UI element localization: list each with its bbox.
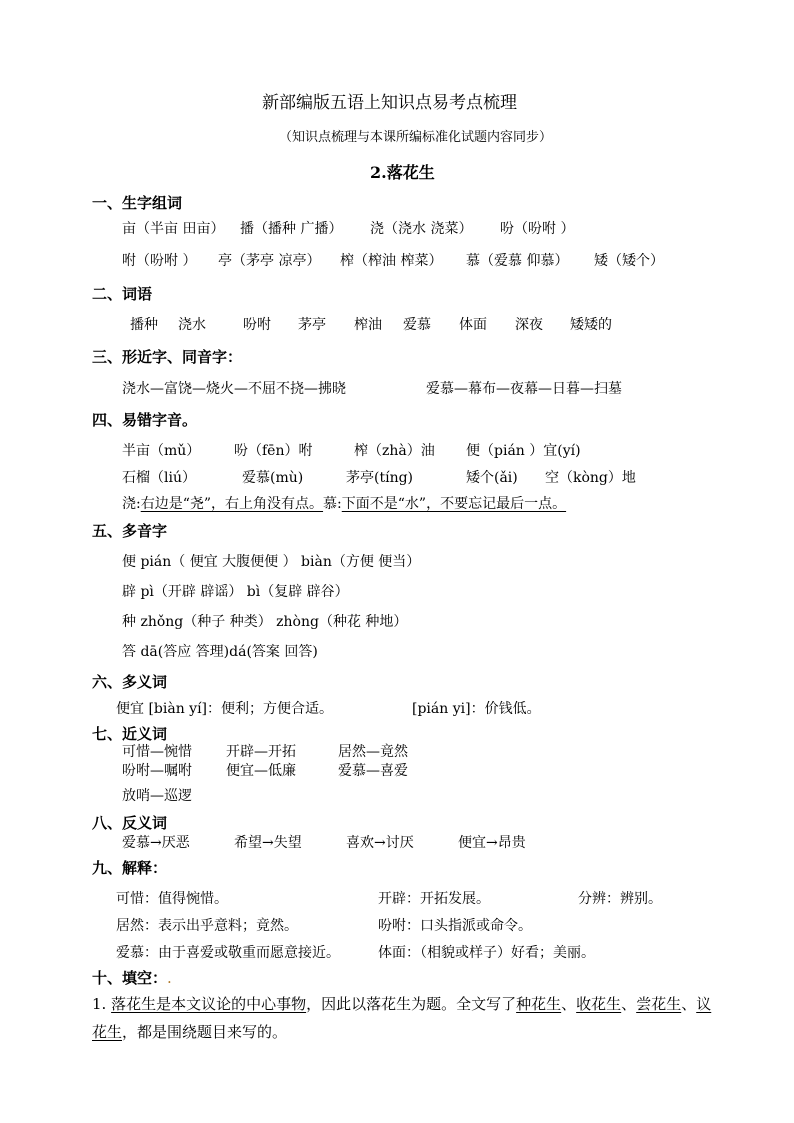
synonym-pair: 吩咐—嘱咐 — [122, 763, 192, 779]
synonym-row-3 — [0, 785, 794, 805]
trailing-mark: . — [167, 969, 172, 987]
item-text: ，都是围绕题目来写的。 — [122, 1023, 288, 1041]
fill-blank-item-1 — [92, 990, 712, 1046]
synonym-row-1 — [0, 741, 794, 761]
pronunciation-note — [122, 493, 566, 513]
antonym-row — [0, 832, 794, 852]
synonym-row-2 — [0, 760, 794, 780]
character-item: 亩（半亩 田亩） — [122, 221, 225, 237]
character-item: 矮（矮个） — [594, 253, 664, 269]
section-heading-text: 十、填空： — [92, 969, 168, 987]
character-row-1 — [0, 218, 794, 238]
section-heading-fill-blanks — [92, 967, 172, 988]
polysemy-row — [0, 698, 794, 718]
antonym-pair: 希望→失望 — [234, 835, 302, 851]
page-subtitle: （知识点梳理与本课所编标准化试题内容同步） — [279, 130, 553, 145]
pronunciation-row-2 — [0, 467, 794, 487]
vocabulary-word: 播种 — [130, 317, 158, 333]
lesson-title: 2.落花生 — [370, 163, 435, 182]
polyphonic-line: 辟 pì（开辟 辟谣） bì（复辟 辟谷） — [122, 584, 349, 600]
item-text: ，因此以落花生为题。全文写了 — [306, 995, 517, 1013]
synonym-pair: 可惜—惋惜 — [122, 744, 192, 760]
vocabulary-row — [0, 314, 794, 334]
polysemy-right: [pián yi]：价钱低。 — [412, 701, 541, 717]
character-item: 播（播种 广播） — [240, 221, 343, 237]
pronunciation-item: 爱慕(mù) — [242, 470, 304, 486]
section-heading-definitions: 九、解释： — [92, 859, 168, 877]
synonym-pair: 开辟—开拓 — [226, 744, 296, 760]
vocabulary-word: 榨油 — [354, 317, 382, 333]
definition-item: 可惜：值得惋惜。 — [116, 891, 228, 907]
page-title: 新部编版五语上知识点易考点梳理 — [262, 93, 517, 113]
antonym-pair: 便宜→昂贵 — [458, 835, 526, 851]
vocabulary-word: 浇水 — [178, 317, 206, 333]
antonym-pair: 喜欢→讨厌 — [346, 835, 414, 851]
character-item: 慕（爱慕 仰慕） — [466, 253, 569, 269]
polyphonic-line: 便 pián（ 便宜 大腹便便 ） biàn（方便 便当） — [122, 554, 421, 570]
similar-characters-row — [0, 378, 794, 398]
section-heading-polyphonic: 五、多音字 — [92, 522, 168, 540]
definition-item: 居然：表示出乎意料；竟然。 — [116, 918, 298, 934]
vocabulary-word: 吩咐 — [243, 317, 271, 333]
polysemy-left: 便宜 [biàn yí]：便利；方便合适。 — [116, 701, 334, 717]
definition-item: 爱慕：由于喜爱或敬重而愿意接近。 — [116, 945, 340, 961]
pronunciation-item: 便（pián ）宜(yí) — [466, 443, 581, 459]
synonym-pair: 居然—竟然 — [338, 744, 408, 760]
definition-row-1 — [0, 888, 794, 908]
vocabulary-word: 深夜 — [515, 317, 543, 333]
synonym-pair: 便宜—低廉 — [226, 763, 296, 779]
vocabulary-word: 茅亭 — [298, 317, 326, 333]
character-item: 亭（茅亭 凉亭） — [218, 253, 321, 269]
pronunciation-item: 矮个(ǎi) — [466, 470, 518, 486]
vocabulary-word: 矮矮的 — [570, 317, 612, 333]
section-heading-similar-characters: 三、形近字、同音字： — [92, 348, 243, 366]
vocabulary-word: 爱慕 — [403, 317, 431, 333]
pronunciation-item: 石榴（liú） — [122, 470, 196, 486]
polyphonic-line: 答 dā(答应 答理)dá(答案 回答) — [122, 644, 318, 660]
pronunciation-row-1 — [0, 440, 794, 460]
definition-item: 开辟：开拓发展。 — [378, 891, 490, 907]
section-heading-characters: 一、生字组词 — [92, 194, 183, 212]
similar-characters-left: 浇水—富饶—烧火—不屈不挠—拂晓 — [122, 381, 346, 397]
item-text: 、 — [621, 995, 637, 1013]
definition-row-3 — [0, 942, 794, 962]
definition-row-2 — [0, 915, 794, 935]
antonym-pair: 爱慕→厌恶 — [122, 835, 190, 851]
section-heading-synonyms: 七、近义词 — [92, 725, 168, 743]
underlined-answer: 议花生 — [92, 995, 712, 1041]
synonym-pair: 爱慕—喜爱 — [338, 763, 408, 779]
synonym-pair: 放哨—巡逻 — [122, 788, 192, 804]
underlined-answer: 落花生是本文议论的中心事物 — [111, 995, 307, 1013]
character-item: 榨（榨油 榨菜） — [340, 253, 443, 269]
definition-item: 分辨：辨别。 — [578, 891, 662, 907]
vocabulary-word: 体面 — [459, 317, 487, 333]
underlined-answer: 收花生 — [576, 995, 622, 1013]
section-heading-pronunciation: 四、易错字音。 — [92, 411, 198, 429]
note-underlined: 右边是“尧”，右上角没有点。 — [140, 496, 324, 512]
character-item: 浇（浇水 浇菜） — [370, 221, 473, 237]
section-heading-polysemy: 六、多义词 — [92, 673, 168, 691]
item-number: 1. — [92, 995, 112, 1013]
note-underlined: 下面不是“水”，不要忘记最后一点。 — [341, 496, 567, 512]
item-text: 、 — [561, 995, 577, 1013]
pronunciation-item: 吩（fēn）咐 — [234, 443, 313, 459]
character-row-2 — [0, 250, 794, 270]
pronunciation-item: 半亩（mǔ） — [122, 443, 201, 459]
definition-item: 吩咐：口头指派或命令。 — [378, 918, 532, 934]
note-prefix: 浇: — [122, 496, 141, 512]
character-item: 吩（吩咐 ） — [500, 221, 575, 237]
similar-characters-right: 爱慕—幕布—夜幕—日暮—扫墓 — [426, 381, 622, 397]
pronunciation-item: 榨（zhà）油 — [354, 443, 435, 459]
pronunciation-item: 空（kòng）地 — [545, 470, 636, 486]
item-text: 、 — [681, 995, 697, 1013]
section-heading-antonyms: 八、反义词 — [92, 814, 168, 832]
character-item: 咐（吩咐 ） — [122, 253, 197, 269]
underlined-answer: 尝花生 — [636, 995, 682, 1013]
underlined-answer: 种花生 — [516, 995, 562, 1013]
section-heading-vocabulary: 二、词语 — [92, 285, 153, 303]
pronunciation-item: 茅亭(tíng) — [346, 470, 414, 486]
polyphonic-line: 种 zhǒng（种子 种类） zhòng（种花 种地） — [122, 614, 408, 630]
definition-item: 体面：（相貌或样子）好看；美丽。 — [378, 945, 595, 961]
note-prefix: 慕: — [323, 496, 342, 512]
